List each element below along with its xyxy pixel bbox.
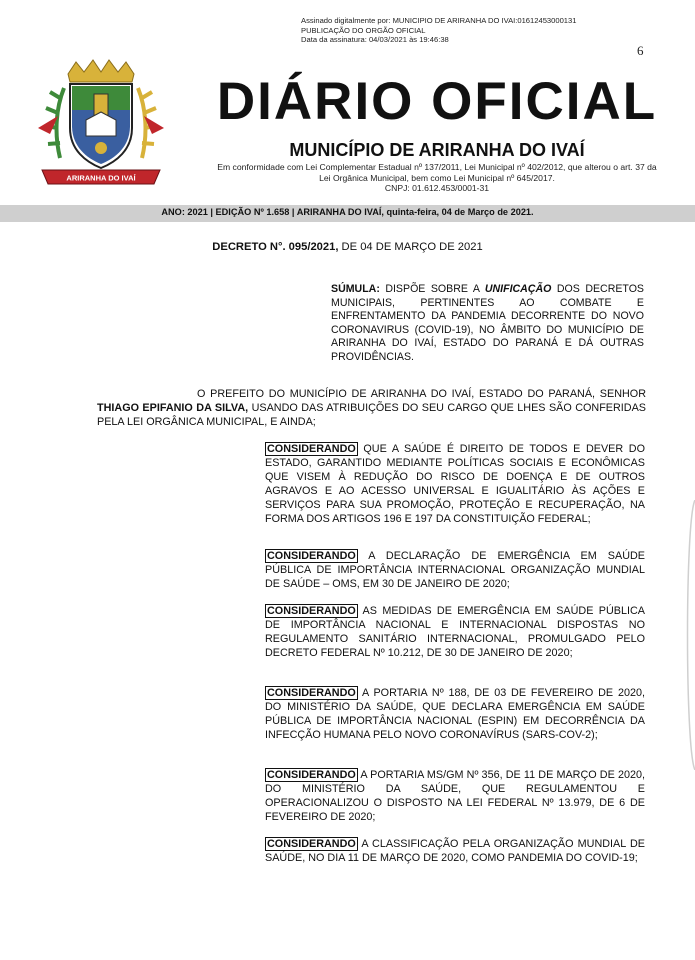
considerando-text: A PORTARIA Nº 188, DE 03 DE FEVEREIRO DE 2020, DO MINISTÉRIO DA SAÚDE, QUE DECLARA EMERGÊNCIA EM SAÚDE PÚBLICA DE IMPORTÂNCIA NACIONAL (ESPIN) EM DECORRÊNCIA DA INFECÇÃO HUMANA PELO NOVO CORONAVÍRUS (SARS-COV-2); [265,687,645,741]
considerando-paragraph [265,443,645,526]
considerando-paragraph [265,605,645,661]
considerando-text: A CLASSIFICAÇÃO PELA ORGANIZAÇÃO MUNDIAL DE SAÚDE, NO DIA 11 DE MARÇO DE 2020, COMO PANDEMIA DO COVID-19; [265,838,645,864]
cnpj: CNPJ: 01.612.453/0001-31 [384,183,490,193]
mayor-name: THIAGO EPIFANIO DA SILVA, [97,401,249,414]
considerando-text: A PORTARIA MS/GM Nº 356, DE 11 DE MARÇO DE 2020, DO MINISTÉRIO DA SAÚDE, QUE REGULAMENTOU E OPERACIONALIZOU O DISPOSTO NA LEI FEDERAL Nº 13.979, DE 6 DE FEVEREIRO DE 2020; [265,769,645,823]
considerando-label: CONSIDERANDO [267,605,356,617]
considerando-paragraph [265,687,645,743]
signature-line: Assinado digitalmente por: MUNICIPIO DE ARIRANHA DO IVAI:01612453000131 [301,16,577,25]
considerando-paragraph [265,838,645,866]
summary-text: DOS DECRETOS MUNICIPAIS, PERTINENTES AO COMBATE E ENFRENTAMENTO DA PANDEMIA DECORRENTE DO NOVO CORONAVIRUS (COVID-19), NO ÂMBITO DO MUNICÍPIO DE ARIRANHA DO IVAÍ, ESTADO DO PARANÁ E DÁ OUTRAS PROVIDÊNCIAS. [331,283,644,363]
decree-number: DECRETO N°. 095/2021, [212,241,339,253]
edition-info: ANO: 2021 | EDIÇÃO Nº 1.658 | ARIRANHA DO IVAÍ, quinta-feira, 04 de Março de 2021. [161,207,534,217]
legal-conformity-note [191,162,683,183]
considerando-paragraph [265,550,645,592]
decree-heading [0,241,695,253]
summary-emphasis: UNIFICAÇÃO [484,283,552,295]
crest-crown [68,60,134,82]
considerando-label: CONSIDERANDO [267,443,356,455]
crest-banner-text: ARIRANHA DO IVAÍ [66,173,136,183]
considerando-label: CONSIDERANDO [267,838,356,850]
decree-preamble [97,388,646,429]
municipal-crest [36,58,166,190]
conformity-line: Em conformidade com Lei Complementar Estadual nº 137/2011, Lei Municipal nº 402/2012, que alterou o art. 37 da [217,162,657,172]
summary-label: SÚMULA: [331,283,380,295]
considerando-paragraph [265,769,645,825]
preamble-text: O PREFEITO DO MUNICÍPIO DE ARIRANHA DO IVAÍ, ESTADO DO PARANÁ, SENHOR [197,388,646,400]
municipality-name: MUNICÍPIO DE ARIRANHA DO IVAÍ [289,140,585,160]
considerando-label: CONSIDERANDO [267,550,356,562]
digital-signature-block [301,16,576,45]
considerando-label: CONSIDERANDO [267,769,356,781]
considerando-label: CONSIDERANDO [267,687,356,699]
preamble-text: USANDO DAS ATRIBUIÇÕES DO SEU CARGO QUE LHES SÃO CONFERIDAS PELA LEI ORGÂNICA MUNICIPAL, E AINDA; [97,401,647,428]
considerando-text: A DECLARAÇÃO DE EMERGÊNCIA EM SAÚDE PÚBLICA DE IMPORTÂNCIA INTERNACIONAL ORGANIZAÇÃO MUNDIAL DE SAÚDE – OMS, EM 30 DE JANEIRO DE 2020; [265,550,645,590]
conformity-line: Lei Orgânica Municipal, bem como Lei Municipal nº 645/2017. [319,172,555,183]
page-number: 6 [637,43,644,58]
considerando-text: QUE A SAÚDE É DIREITO DE TODOS E DEVER DO ESTADO, GARANTIDO MEDIANTE POLÍTICAS SOCIAIS E ECONÔMICAS QUE VISEM À REDUÇÃO DO RISCO DE DOENÇA E DE OUTROS AGRAVOS E AO ACESSO UNIVERSAL E IGUALITÁRIO ÀS AÇÕES E SERVIÇOS PARA SUA PROMOÇÃO, PROTEÇÃO E RECUPERAÇÃO, NA FORMA DOS ARTIGOS 196 E 197 DA CONSTITUIÇÃO FEDERAL; [265,443,645,525]
decree-date: DE 04 DE MARÇO DE 2021 [338,241,483,253]
signature-line: Data da assinatura: 04/03/2021 às 19:46:38 [301,35,449,44]
page-edge-shadow [683,500,695,770]
signature-line: PUBLICAÇÃO DO ORGÃO OFICIAL [301,25,426,35]
newspaper-title: DIÁRIO OFICIAL [216,72,658,131]
decree-summary [331,283,644,365]
considerando-text: AS MEDIDAS DE EMERGÊNCIA EM SAÚDE PÚBLICA DE IMPORTÂNCIA NACIONAL E INTERNACIONAL DISPOSTAS NO REGULAMENTO SANITÁRIO INTERNACIONAL, PROMULGADO PELO DECRETO FEDERAL Nº 10.212, DE 30 DE JANEIRO DE 2020; [265,605,645,659]
summary-text: DISPÕE SOBRE A [379,283,485,295]
